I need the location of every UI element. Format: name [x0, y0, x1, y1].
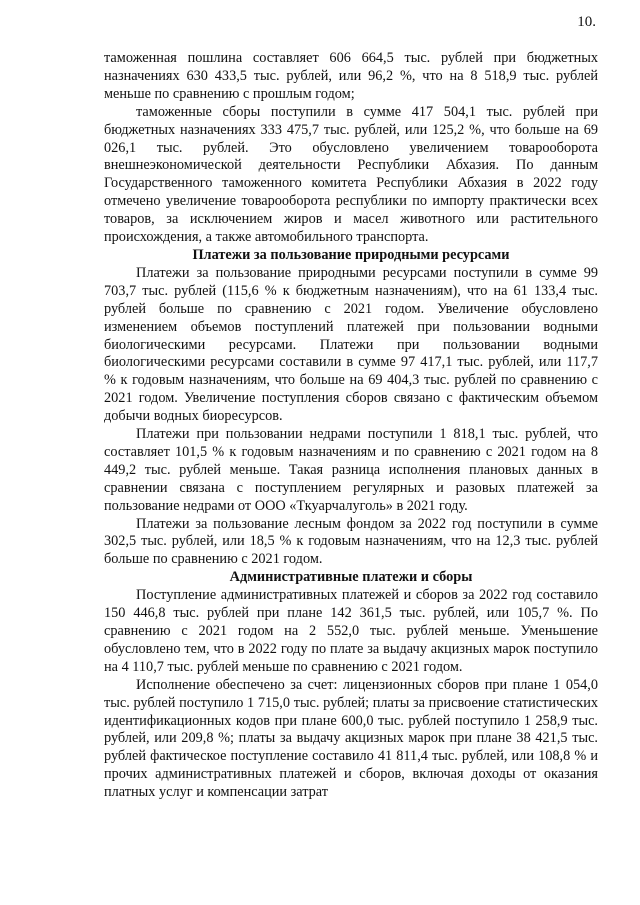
section-heading-natural-resources: Платежи за пользование природными ресурсами	[192, 246, 510, 263]
document-body	[104, 50, 598, 802]
section-heading-administrative-fees: Административные платежи и сборы	[229, 569, 473, 586]
paragraph-customs-duty: таможенная пошлина составляет 606 664,5 тыс. рублей при бюджетных назначениях 630 433,5 тыс. рублей, или 96,2 %, что на 8 518,9 тыс. рублей меньше по сравнению с прошлым годом;	[104, 50, 598, 102]
paragraph-subsoil-payments: Платежи при пользовании недрами поступили 1 818,1 тыс. рублей, что составляет 101,5 % к годовым назначениям и по сравнению с 2021 годом на 8 449,2 тыс. рублей меньше. Такая разница исполнения плановых данных в сравнении связана с поступлением регулярных и разовых платежей за пользование недрами от ООО «Ткуарчалуголь» в 2021 году.	[104, 426, 598, 514]
paragraph-administrative-total: Поступление административных платежей и сборов за 2022 год составило 150 446,8 тыс. рублей при плане 142 361,5 тыс. рублей, или 105,7 %. По сравнению с 2021 годом на 2 552,0 тыс. рублей меньше. Уменьшение обусловлено тем, что в 2022 году по плате за выдачу акцизных марок поступило на 4 110,7 тыс. рублей меньше по сравнению с 2021 годом.	[104, 587, 598, 675]
page-number: 10.	[577, 14, 596, 30]
paragraph-natural-resources-total: Платежи за пользование природными ресурсами поступили в сумме 99 703,7 тыс. рублей (115,6 % к бюджетным назначениям), что на 61 133,4 тыс. рублей больше по сравнению с 2021 годом. Увеличение обусловлено изменением объемов поступлений платежей при пользовании водными биологическими ресурсами. Платежи при пользовании водными биологическими ресурсами составили в сумме 97 417,1 тыс. рублей, или 117,7 % к годовым назначениям, что больше на 69 404,3 тыс. рублей по сравнению с 2021 годом. Увеличение поступления сборов связано с фактическим объемом добычи водных биоресурсов.	[104, 264, 598, 425]
paragraph-customs-fees: таможенные сборы поступили в сумме 417 504,1 тыс. рублей при бюджетных назначениях 333 475,7 тыс. рублей, или 125,2 %, что больше на 69 026,1 тыс. рублей. Это обусловлено увеличением товарооборота внешнеэкономической деятельности Республики Абхазия. По данным Государственного таможенного комитета Республики Абхазия в 2022 году отмечено увеличение товарооборота республики по импорту практически всех товаров, за исключением жиров и масел животного или растительного происхождения, а также автомобильного транспорта.	[104, 103, 598, 246]
paragraph-administrative-breakdown: Исполнение обеспечено за счет: лицензионных сборов при плане 1 054,0 тыс. рублей поступило 1 715,0 тыс. рублей; платы за присвоение статистических идентификационных кодов при плане 600,0 тыс. рублей поступило 1 258,9 тыс. рублей, или 209,8 %; платы за выдачу акцизных марок при плане 38 421,5 тыс. рублей фактическое поступление составило 41 811,4 тыс. рублей, или 108,8 % и прочих административных платежей и сборов, включая доходы от оказания платных услуг и компенсации затрат	[104, 676, 598, 801]
paragraph-forest-payments: Платежи за пользование лесным фондом за 2022 год поступили в сумме 302,5 тыс. рублей, или 18,5 % к годовым назначениям, что на 12,3 тыс. рублей больше по сравнению с 2021 годом.	[104, 515, 598, 568]
